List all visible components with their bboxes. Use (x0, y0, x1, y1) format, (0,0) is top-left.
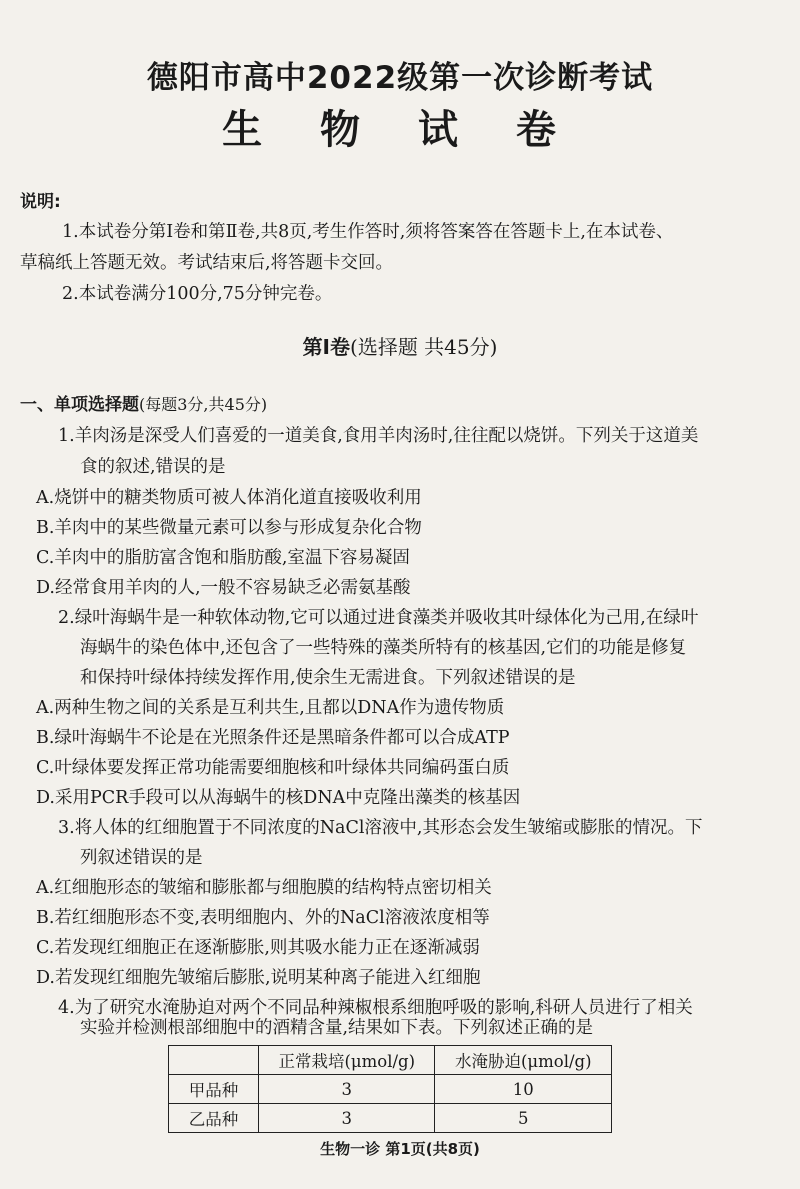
table-cell: 10 (435, 1075, 612, 1104)
question-4-stem-line-2: 实验并检测根部细胞中的酒精含量,结果如下表。下列叙述正确的是 (80, 1018, 594, 1038)
table-header-row (169, 1046, 612, 1075)
question-1-stem-line-2: 食的叙述,错误的是 (80, 457, 226, 477)
volume-detail: (选择题 共45分) (350, 335, 498, 359)
table-cell: 甲品种 (169, 1075, 259, 1104)
section-note: (每题3分,共45分) (139, 395, 268, 414)
results-table (168, 1045, 612, 1133)
instruction-line-2: 2.本试卷满分100分,75分钟完卷。 (62, 284, 333, 304)
question-3-option-a: A.红细胞形态的皱缩和膨胀都与细胞膜的结构特点密切相关 (36, 878, 492, 898)
table-cell: 5 (435, 1104, 612, 1133)
question-3-stem-line-2: 列叙述错误的是 (80, 848, 203, 868)
subject-title: 生 物 试 卷 (222, 107, 578, 153)
exam-title: 德阳市高中2022级第一次诊断考试 (146, 60, 654, 96)
question-3-stem-line-1: 3.将人体的红细胞置于不同浓度的NaCl溶液中,其形态会发生皱缩或膨胀的情况。下 (58, 818, 703, 838)
question-2-option-c: C.叶绿体要发挥正常功能需要细胞核和叶绿体共同编码蛋白质 (36, 758, 510, 778)
instruction-line-1a: 1.本试卷分第Ⅰ卷和第Ⅱ卷,共8页,考生作答时,须将答案答在答题卡上,在本试卷、 (62, 222, 674, 242)
question-3-option-b: B.若红细胞形态不变,表明细胞内、外的NaCl溶液浓度相等 (36, 908, 490, 928)
question-2-option-a: A.两种生物之间的关系是互利共生,且都以DNA作为遗传物质 (36, 698, 505, 718)
table-row (169, 1075, 612, 1104)
section-heading (20, 393, 267, 417)
page-footer: 生物一诊 第1页(共8页) (320, 1140, 480, 1158)
table-header-cell: 水淹胁迫(μmol/g) (435, 1046, 612, 1075)
question-2-stem-line-1: 2.绿叶海蜗牛是一种软体动物,它可以通过进食藻类并吸收其叶绿体化为己用,在绿叶 (58, 608, 699, 628)
section-title: 一、单项选择题 (20, 395, 139, 415)
question-2-option-d: D.采用PCR手段可以从海蜗牛的核DNA中克隆出藻类的核基因 (36, 788, 521, 808)
question-3-option-c: C.若发现红细胞正在逐渐膨胀,则其吸水能力正在逐渐减弱 (36, 938, 480, 958)
question-2-stem-line-2: 海蜗牛的染色体中,还包含了一些特殊的藻类所特有的核基因,它们的功能是修复 (80, 638, 687, 658)
question-3-option-d: D.若发现红细胞先皱缩后膨胀,说明某种离子能进入红细胞 (36, 968, 481, 988)
table-cell: 3 (259, 1075, 435, 1104)
instruction-line-1b: 草稿纸上答题无效。考试结束后,将答题卡交回。 (20, 253, 394, 273)
question-2-stem-line-3: 和保持叶绿体持续发挥作用,使余生无需进食。下列叙述错误的是 (80, 668, 576, 688)
table-cell: 3 (259, 1104, 435, 1133)
question-1-option-b: B.羊肉中的某些微量元素可以参与形成复杂化合物 (36, 518, 422, 538)
question-4-stem-line-1: 4.为了研究水淹胁迫对两个不同品种辣椒根系细胞呼吸的影响,科研人员进行了相关 (58, 998, 693, 1018)
table-header-cell: 正常栽培(μmol/g) (259, 1046, 435, 1075)
question-1-option-d: D.经常食用羊肉的人,一般不容易缺乏必需氨基酸 (36, 578, 411, 598)
volume-label: 第Ⅰ卷 (302, 335, 351, 359)
table-row (169, 1104, 612, 1133)
instructions-label: 说明: (20, 192, 61, 212)
question-1-stem-line-1: 1.羊肉汤是深受人们喜爱的一道美食,食用羊肉汤时,往往配以烧饼。下列关于这道美 (58, 426, 699, 446)
table-header-cell (169, 1046, 259, 1075)
question-2-option-b: B.绿叶海蜗牛不论是在光照条件还是黑暗条件都可以合成ATP (36, 728, 510, 748)
question-1-option-c: C.羊肉中的脂肪富含饱和脂肪酸,室温下容易凝固 (36, 548, 410, 568)
question-1-option-a: A.烧饼中的糖类物质可被人体消化道直接吸收利用 (36, 488, 422, 508)
table-cell: 乙品种 (169, 1104, 259, 1133)
volume-title (0, 334, 800, 360)
